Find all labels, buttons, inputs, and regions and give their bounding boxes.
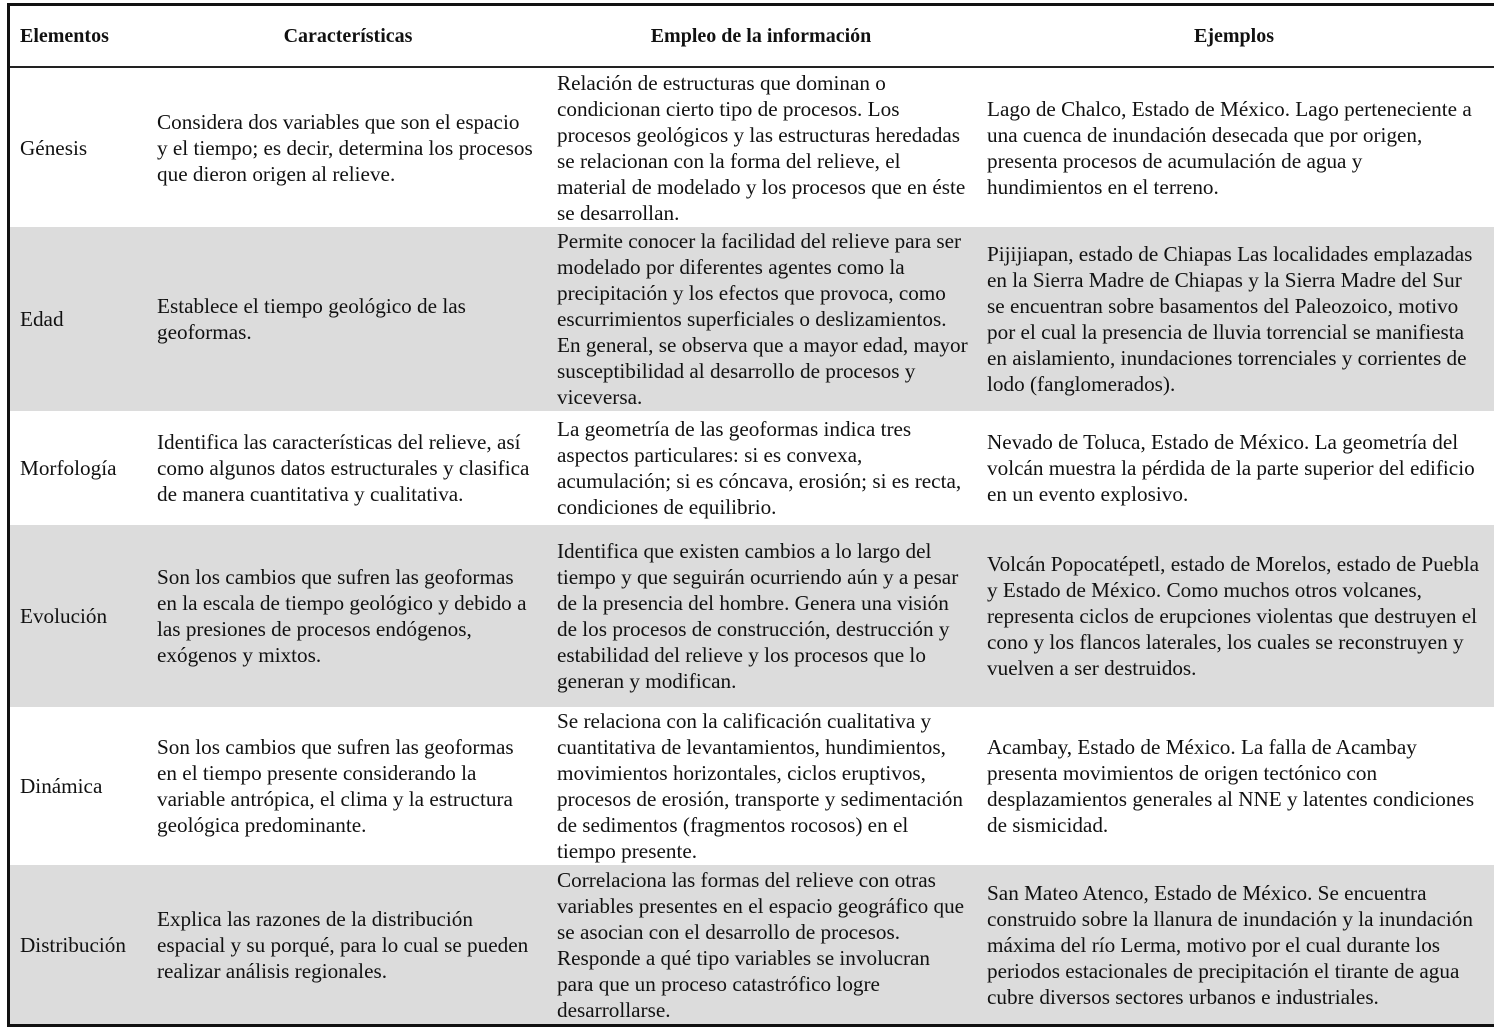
cell-empleo: Correlaciona las formas del relieve con otras variables presentes en el espacio geográfico que se asocian con el desarrollo de procesos. Responde a qué tipo variables se involucran para que un proceso catastrófico logre desarrollarse. bbox=[548, 865, 974, 1024]
cell-elemento: Génesis bbox=[10, 67, 148, 227]
cell-elemento: Edad bbox=[10, 227, 148, 411]
cell-caracteristicas: Identifica las características del relieve, así como algunos datos estructurales y clasifica de manera cuantitativa y cualitativa. bbox=[148, 411, 548, 525]
header-elementos: Elementos bbox=[10, 6, 148, 67]
cell-caracteristicas: Son los cambios que sufren las geoformas en el tiempo presente considerando la variable antrópica, el clima y la estructura geológica predominante. bbox=[148, 707, 548, 865]
cell-empleo: Se relaciona con la calificación cualitativa y cuantitativa de levantamientos, hundimientos, movimientos horizontales, ciclos eruptivos, procesos de erosión, transporte y sedimentación de sedimentos (fragmentos rocosos) en el tiempo presente. bbox=[548, 707, 974, 865]
cell-elemento: Distribución bbox=[10, 865, 148, 1024]
cell-empleo: Permite conocer la facilidad del relieve para ser modelado por diferentes agentes como la precipitación y los efectos que provoca, como escurrimientos superficiales o deslizamientos. En general, se observa que a mayor edad, mayor susceptibilidad al desarrollo de procesos y viceversa. bbox=[548, 227, 974, 411]
cell-ejemplos: Volcán Popocatépetl, estado de Morelos, estado de Puebla y Estado de México. Como muchos otros volcanes, representa ciclos de erupciones violentas que destruyen el cono y los flancos laterales, los cuales se reconstruyen y vuelven a ser destruidos. bbox=[974, 525, 1494, 707]
cell-empleo: Relación de estructuras que dominan o condicionan cierto tipo de procesos. Los procesos geológicos y las estructuras heredadas se relacionan con la forma del relieve, el material de modelado y los procesos que en éste se desarrollan. bbox=[548, 67, 974, 227]
cell-elemento: Morfología bbox=[10, 411, 148, 525]
header-row bbox=[10, 6, 1494, 67]
cell-elemento: Evolución bbox=[10, 525, 148, 707]
header-empleo: Empleo de la información bbox=[548, 6, 974, 67]
cell-caracteristicas: Son los cambios que sufren las geoformas en la escala de tiempo geológico y debido a las presiones de procesos endógenos, exógenos y mixtos. bbox=[148, 525, 548, 707]
table-body bbox=[10, 67, 1494, 1024]
table-row-distribucion bbox=[10, 865, 1494, 1024]
table-row-dinamica bbox=[10, 707, 1494, 865]
table-header bbox=[10, 6, 1494, 67]
cell-ejemplos: San Mateo Atenco, Estado de México. Se encuentra construido sobre la llanura de inundación y la inundación máxima del río Lerma, motivo por el cual durante los periodos estacionales de precipitación el tirante de agua cubre diversos sectores urbanos e industriales. bbox=[974, 865, 1494, 1024]
cell-caracteristicas: Considera dos variables que son el espacio y el tiempo; es decir, determina los procesos que dieron origen al relieve. bbox=[148, 67, 548, 227]
geomorphology-elements-table bbox=[10, 6, 1494, 1024]
cell-caracteristicas: Establece el tiempo geológico de las geoformas. bbox=[148, 227, 548, 411]
table-row-evolucion bbox=[10, 525, 1494, 707]
cell-caracteristicas: Explica las razones de la distribución espacial y su porqué, para lo cual se pueden realizar análisis regionales. bbox=[148, 865, 548, 1024]
cell-ejemplos: Acambay, Estado de México. La falla de Acambay presenta movimientos de origen tectónico con desplazamientos generales al NNE y latentes condiciones de sismicidad. bbox=[974, 707, 1494, 865]
table-row-morfologia bbox=[10, 411, 1494, 525]
header-caracteristicas: Características bbox=[148, 6, 548, 67]
cell-ejemplos: Lago de Chalco, Estado de México. Lago perteneciente a una cuenca de inundación desecada que por origen, presenta procesos de acumulación de agua y hundimientos en el terreno. bbox=[974, 67, 1494, 227]
table-row-edad bbox=[10, 227, 1494, 411]
cell-ejemplos: Nevado de Toluca, Estado de México. La geometría del volcán muestra la pérdida de la parte superior del edificio en un evento explosivo. bbox=[974, 411, 1494, 525]
cell-elemento: Dinámica bbox=[10, 707, 148, 865]
cell-ejemplos: Pijijiapan, estado de Chiapas Las localidades emplazadas en la Sierra Madre de Chiapas y la Sierra Madre del Sur se encuentran sobre basamentos del Paleozoico, motivo por el cual la presencia de lluvia torrencial se manifiesta en aislamiento, inundaciones torrenciales y corrientes de lodo (fanglomerados). bbox=[974, 227, 1494, 411]
header-ejemplos: Ejemplos bbox=[974, 6, 1494, 67]
cell-empleo: Identifica que existen cambios a lo largo del tiempo y que seguirán ocurriendo aún y a pesar de la presencia del hombre. Genera una visión de los procesos de construcción, destrucción y estabilidad del relieve y los procesos que lo generan y modifican. bbox=[548, 525, 974, 707]
cell-empleo: La geometría de las geoformas indica tres aspectos particulares: si es convexa, acumulación; si es cóncava, erosión; si es recta, condiciones de equilibrio. bbox=[548, 411, 974, 525]
table-row-genesis bbox=[10, 67, 1494, 227]
